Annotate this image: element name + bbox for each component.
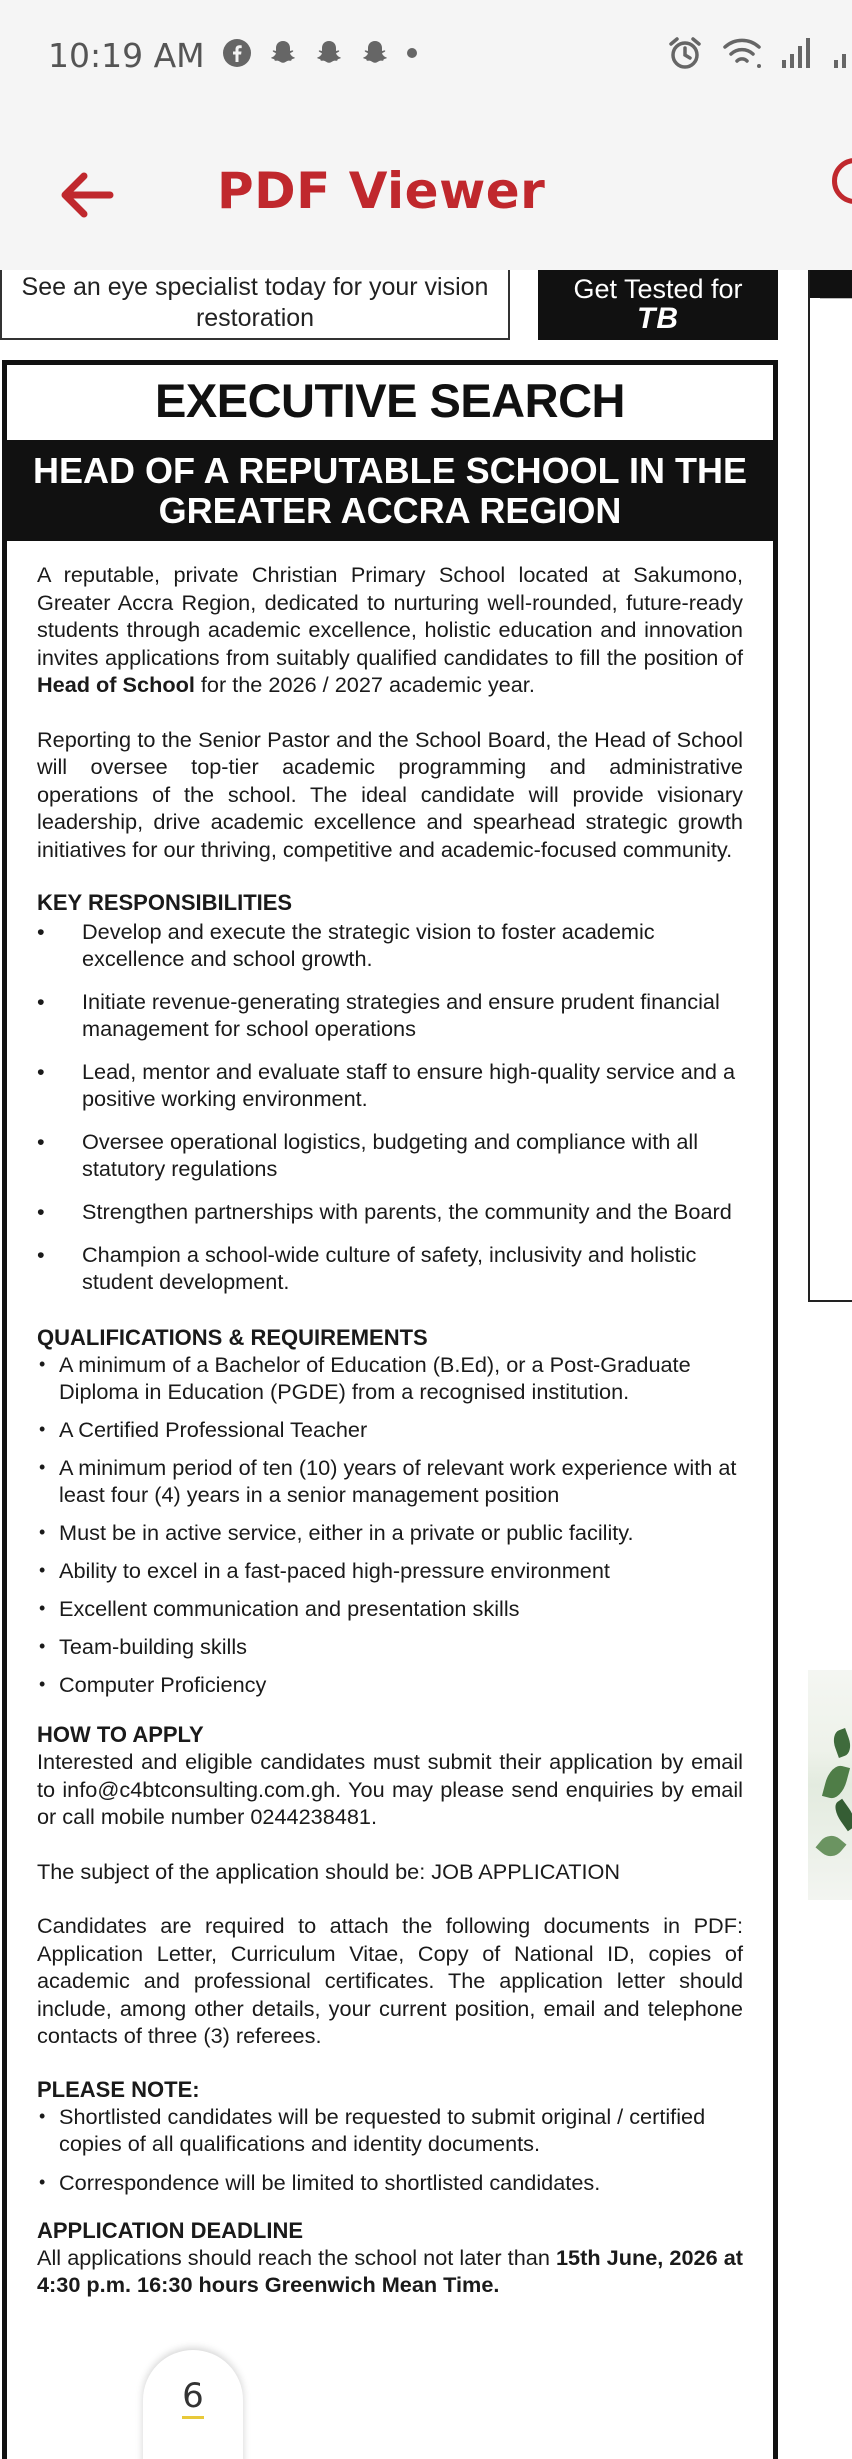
list-item: • A Certified Professional Teacher — [37, 1416, 743, 1443]
adjacent-page-header — [810, 270, 852, 298]
page-title: PDF Viewer — [217, 162, 546, 220]
list-item: • Must be in active service, either in a private or public facility. — [37, 1519, 743, 1546]
list-item: • Oversee operational logistics, budgeting and compliance with all statutory regulations — [37, 1128, 743, 1182]
how-to-apply-text: Interested and eligible candidates must submit their application by email to info@c4btconsulting.com.gh. You may please send enquiries by email or call mobile number 0244238481. — [37, 1749, 743, 1829]
list-item: • A minimum of a Bachelor of Education (B.Ed), or a Post-Graduate Diploma in Education (PGDE) from a recognised institution. — [37, 1351, 743, 1405]
ad-subtitle: HEAD OF A REPUTABLE SCHOOL IN THE GREATER ACCRA REGION — [7, 443, 773, 541]
deadline-text: All applications should reach the school not later than 15th June, 2026 at 4:30 p.m. 16:30 hours Greenwich Mean Time. — [37, 2244, 743, 2297]
dot-icon — [406, 38, 418, 75]
qualifications-list — [37, 1351, 743, 1698]
snapchat-icon — [314, 38, 344, 75]
subject-text: The subject of the application should be: JOB APPLICATION — [37, 1858, 621, 1884]
key-responsibilities-heading: KEY RESPONSIBILITIES — [37, 890, 293, 915]
status-bar — [0, 0, 852, 110]
status-time: 10:19 AM — [48, 36, 205, 75]
snapchat-icon — [268, 38, 298, 75]
list-item: • Initiate revenue-generating strategies and ensure prudent financial management for school operations — [37, 988, 743, 1042]
please-note-heading: PLEASE NOTE: — [37, 2076, 200, 2102]
page-indicator[interactable] — [143, 2350, 243, 2459]
arrow-left-icon — [52, 160, 122, 230]
how-to-apply-heading: HOW TO APPLY — [37, 1722, 204, 1747]
list-item: • Computer Proficiency — [37, 1671, 743, 1698]
wifi-icon — [722, 35, 762, 80]
alarm-icon — [666, 34, 704, 81]
pdf-viewport[interactable] — [0, 270, 852, 2459]
system-icons — [666, 34, 852, 81]
action-icon[interactable] — [832, 158, 852, 204]
list-item: • Strengthen partnerships with parents, the community and the Board — [37, 1198, 743, 1225]
key-responsibilities-list — [37, 918, 743, 1295]
adjacent-page — [808, 270, 852, 1302]
list-item: • Shortlisted candidates will be requested to submit original / certified copies of all qualifications and identity documents. — [37, 2103, 743, 2157]
notification-icons — [222, 38, 418, 75]
please-note-list — [37, 2103, 743, 2196]
list-item: • Team-building skills — [37, 1633, 743, 1660]
intro-paragraph-2: Reporting to the Senior Pastor and the School Board, the Head of School will oversee top-tier academic programming and administrative operations of the school. The ideal candidate will provide visionary leadership, drive academic excellence and spearhead strategic growth initiatives for our thriving, competitive and academic-focused community. — [37, 726, 743, 862]
leaf-decoration-image — [808, 1670, 852, 1900]
list-item: • Champion a school-wide culture of safety, inclusivity and holistic student development. — [37, 1241, 743, 1295]
list-item: • Ability to excel in a fast-paced high-pressure environment — [37, 1557, 743, 1584]
ad-body — [7, 541, 773, 2299]
eye-specialist-ad: See an eye specialist today for your vision restoration — [0, 270, 510, 340]
signal-icon — [832, 36, 852, 79]
tb-test-ad — [538, 270, 778, 340]
intro-paragraph-1: A reputable, private Christian Primary School located at Sakumono, Greater Accra Region, dedicated to nurturing well-rounded, future-ready students through academic excellence, holistic education and innovation invites applications from suitably qualified candidates to fill the position of Head of School for the 2026 / 2027 academic year. — [37, 562, 743, 697]
qualifications-heading: QUALIFICATIONS & REQUIREMENTS — [37, 1325, 428, 1350]
documents-text: Candidates are required to attach the following documents in PDF: Application Letter, Curriculum Vitae, Copy of National ID, copies of academic and professional certificates. The application letter should include, among other details, your current position, email and telephone contacts of three (3) referees. — [37, 1913, 743, 2048]
list-item: • A minimum period of ten (10) years of relevant work experience with at least four (4) years in a senior management position — [37, 1454, 743, 1508]
facebook-icon — [222, 38, 252, 75]
deadline-heading: APPLICATION DEADLINE — [37, 2217, 304, 2243]
snapchat-icon — [360, 38, 390, 75]
list-item: • Correspondence will be limited to shortlisted candidates. — [37, 2169, 743, 2196]
page-number: 6 — [182, 2376, 204, 2419]
ad-title: EXECUTIVE SEARCH — [7, 365, 773, 443]
app-bar — [0, 110, 852, 270]
signal-icon — [780, 36, 814, 79]
adjacent-page-divider — [820, 298, 852, 302]
back-button[interactable] — [52, 160, 122, 230]
list-item: • Develop and execute the strategic vision to foster academic excellence and school growth. — [37, 918, 743, 972]
tb-ad-line2: TB — [637, 302, 679, 335]
list-item: • Excellent communication and presentation skills — [37, 1595, 743, 1622]
tb-ad-line1: Get Tested for — [573, 274, 743, 304]
list-item: • Lead, mentor and evaluate staff to ensure high-quality service and a positive working environment. — [37, 1058, 743, 1112]
executive-search-ad — [2, 360, 778, 2459]
